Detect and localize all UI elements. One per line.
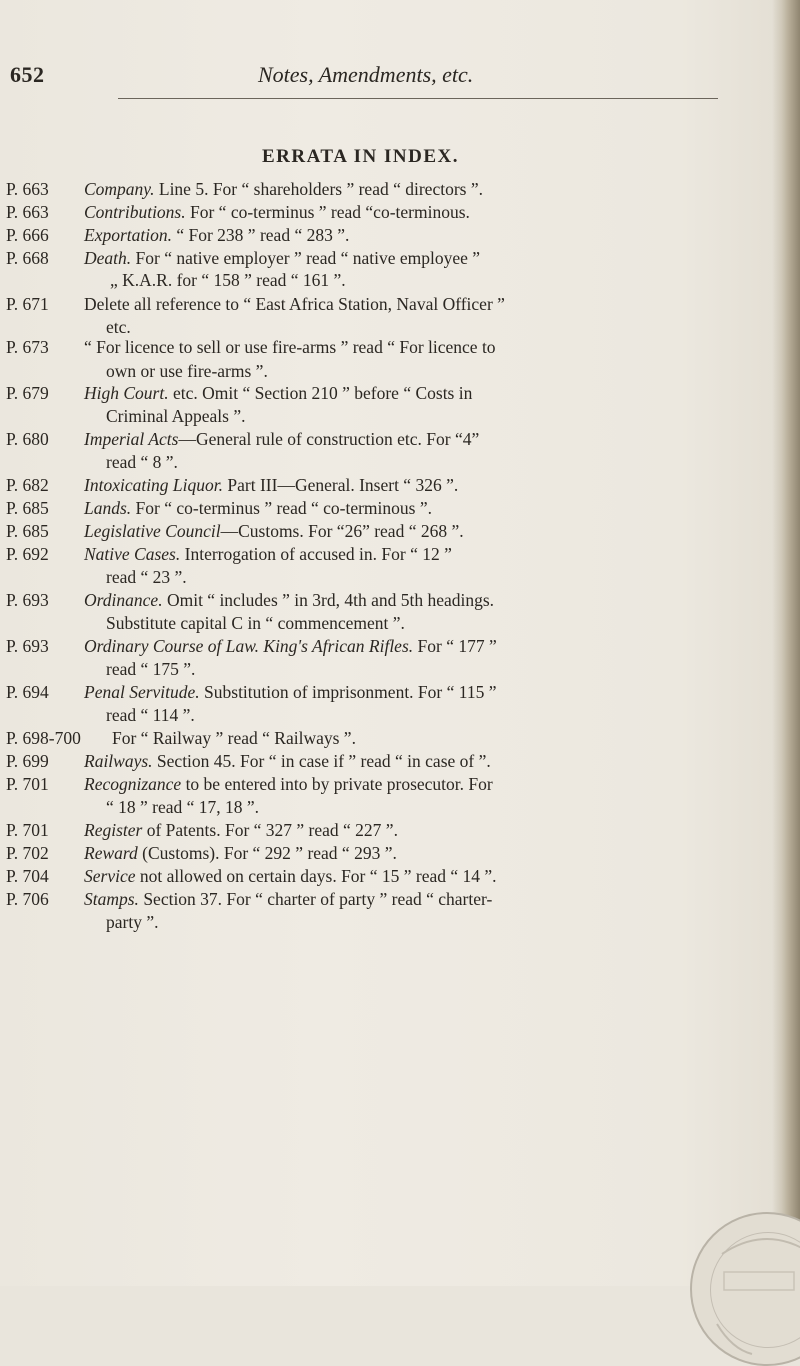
entry-heading: Company. xyxy=(84,179,155,199)
entry-body: Substitute capital C in “ commencement ”. xyxy=(106,613,405,633)
page-ref: P. 706 xyxy=(6,889,49,909)
entry-body: For “ Railway ” read “ Railways ”. xyxy=(112,728,356,748)
entry-body: Section 45. For “ in case if ” read “ in case of ”. xyxy=(152,751,491,771)
page-ref: P. 699 xyxy=(6,751,49,771)
entry-heading: Recognizance xyxy=(84,774,182,794)
page-ref: P. 680 xyxy=(6,429,49,449)
entry-body: read “ 23 ”. xyxy=(106,567,187,587)
entry-body: Criminal Appeals ”. xyxy=(106,406,246,426)
entry-body: read “ 114 ”. xyxy=(106,705,195,725)
entry-body: Line 5. For “ shareholders ” read “ directors ”. xyxy=(154,179,483,199)
entry-text xyxy=(84,749,491,773)
entry-body: For “ co-terminus ” read “ co-terminous ”. xyxy=(131,498,432,518)
entry-text xyxy=(84,887,492,911)
page-ref: P. 679 xyxy=(6,383,49,403)
library-stamp-marks xyxy=(692,1214,800,1364)
page-ref: P. 701 xyxy=(6,820,49,840)
entry-body: read “ 175 ”. xyxy=(106,659,196,679)
entry-heading: Penal Servitude. xyxy=(84,682,200,702)
entry-body: Section 37. For “ charter of party ” read “ charter- xyxy=(138,889,493,909)
entry-heading: Native Cases. xyxy=(84,544,181,564)
running-head: Notes, Amendments, etc. xyxy=(258,62,474,87)
page-ref: P. 702 xyxy=(6,843,49,863)
errata-title: ERRATA IN INDEX. xyxy=(262,146,459,167)
entry-body: Substitution of imprisonment. For “ 115 ” xyxy=(199,682,497,702)
entry-text xyxy=(106,611,405,635)
page-ref: P. 704 xyxy=(6,866,49,886)
entry-heading: Death. xyxy=(84,248,132,268)
page-number: 652 xyxy=(10,62,45,87)
entry-body: of Patents. For “ 327 ” read “ 227 ”. xyxy=(142,820,398,840)
page-edge-shadow xyxy=(772,0,800,1286)
entry-body: not allowed on certain days. For “ 15 ” read “ 14 ”. xyxy=(135,866,497,886)
entry-text xyxy=(106,450,178,474)
entry-body: “ For licence to sell or use fire-arms ” read “ For licence to xyxy=(84,337,496,357)
entry-body: own or use fire-arms ”. xyxy=(106,361,268,381)
entry-body: For “ native employer ” read “ native employee ” xyxy=(131,248,481,268)
entry-text xyxy=(84,177,483,201)
entry-text xyxy=(84,519,464,543)
entry-body: Omit “ includes ” in 3rd, 4th and 5th headings. xyxy=(162,590,495,610)
entry-text xyxy=(84,864,497,888)
entry-body: etc. Omit “ Section 210 ” before “ Costs in xyxy=(168,383,473,403)
entry-body: —General rule of construction etc. For “4” xyxy=(178,429,480,449)
entry-heading: Imperial Acts xyxy=(84,429,179,449)
entry-text xyxy=(110,268,346,292)
entry-body: “ 18 ” read “ 17, 18 ”. xyxy=(106,797,260,817)
entry-body: „ K.A.R. for “ 158 ” read “ 161 ”. xyxy=(110,270,346,290)
entry-text xyxy=(106,565,187,589)
page-ref: P. 671 xyxy=(6,294,49,314)
entry-body: Delete all reference to “ East Africa Station, Naval Officer ” xyxy=(84,294,505,314)
entry-heading: Railways. xyxy=(84,751,153,771)
page-ref: P. 663 xyxy=(6,202,49,222)
entry-heading: Legislative Council xyxy=(84,521,221,541)
entry-heading: Contributions. xyxy=(84,202,186,222)
entry-text xyxy=(84,841,397,865)
page-ref: P. 685 xyxy=(6,521,49,541)
entry-text xyxy=(106,910,158,934)
entry-text xyxy=(84,818,398,842)
entry-body: read “ 8 ”. xyxy=(106,452,178,472)
entry-text xyxy=(84,542,452,566)
entry-body: Interrogation of accused in. For “ 12 ” xyxy=(180,544,452,564)
entry-body: party ”. xyxy=(106,912,159,932)
entry-heading: Ordinance. xyxy=(84,590,163,610)
entry-heading: Intoxicating Liquor. xyxy=(84,475,224,495)
page-ref: P. 693 xyxy=(6,590,49,610)
page-ref: P. 666 xyxy=(6,225,49,245)
page-ref: P. 692 xyxy=(6,544,49,564)
entry-heading: Lands. xyxy=(84,498,132,518)
entry-heading: High Court. xyxy=(84,383,169,403)
entry-body: “ For 238 ” read “ 283 ”. xyxy=(171,225,350,245)
entry-text xyxy=(84,335,496,359)
entry-body: etc. xyxy=(106,317,131,337)
entry-body: to be entered into by private prosecutor. For xyxy=(181,774,493,794)
entry-text xyxy=(84,292,505,316)
entry-text xyxy=(84,772,493,796)
entry-heading: Stamps. xyxy=(84,889,139,909)
entry-heading: Exportation. xyxy=(84,225,172,245)
entry-text xyxy=(84,588,494,612)
entry-text xyxy=(106,795,259,819)
entry-body: —Customs. For “26” read “ 268 ”. xyxy=(220,521,464,541)
entry-text xyxy=(84,381,472,405)
entry-text xyxy=(84,427,479,451)
page-ref: P. 701 xyxy=(6,774,49,794)
entry-body: Part III—General. Insert “ 326 ”. xyxy=(223,475,459,495)
entry-text xyxy=(84,634,497,658)
entry-heading: Service xyxy=(84,866,136,886)
entry-text xyxy=(106,703,195,727)
page-ref: P. 694 xyxy=(6,682,49,702)
entry-heading: Reward xyxy=(84,843,138,863)
entry-text xyxy=(106,404,246,428)
entry-heading: Register xyxy=(84,820,143,840)
entry-text xyxy=(84,223,349,247)
entry-text xyxy=(84,496,432,520)
page-ref: P. 668 xyxy=(6,248,49,268)
entry-heading: Ordinary Course of Law. King's African Rifles. xyxy=(84,636,414,656)
entry-text xyxy=(106,359,268,383)
entry-text xyxy=(84,680,497,704)
page-ref: P. 682 xyxy=(6,475,49,495)
entry-body: For “ co-terminus ” read “co-terminous. xyxy=(185,202,470,222)
entry-body: For “ 177 ” xyxy=(413,636,497,656)
page-ref: P. 698-700 xyxy=(6,728,81,748)
entry-body: (Customs). For “ 292 ” read “ 293 ”. xyxy=(137,843,397,863)
entry-text xyxy=(106,657,195,681)
entry-text xyxy=(84,473,458,497)
entry-text xyxy=(84,246,480,270)
header-rule xyxy=(118,98,718,99)
entry-text xyxy=(112,726,356,750)
page-ref: P. 673 xyxy=(6,337,49,357)
entry-text xyxy=(84,200,470,224)
page-ref: P. 693 xyxy=(6,636,49,656)
page-ref: P. 663 xyxy=(6,179,49,199)
page-ref: P. 685 xyxy=(6,498,49,518)
library-stamp xyxy=(690,1212,800,1366)
